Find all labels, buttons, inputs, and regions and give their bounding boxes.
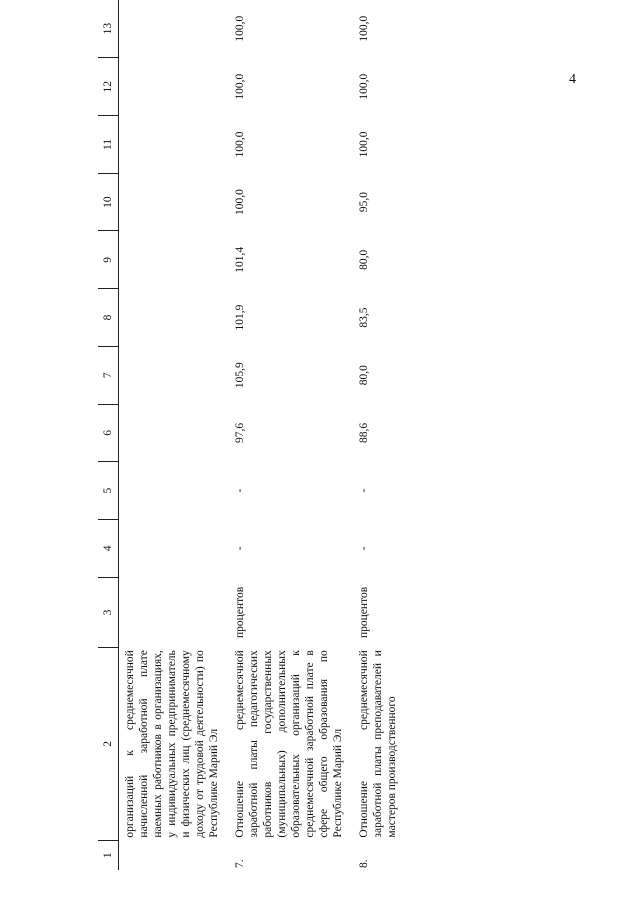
column-header: 2 [98,648,119,840]
row-number [119,840,224,870]
value-cell [119,173,224,231]
value-cell: 80,0 [358,249,371,270]
value-cell [119,0,224,58]
value-cell [119,116,224,174]
table-row [355,0,401,870]
column-header: 1 [98,840,119,870]
value-cell [119,289,224,347]
unit: процентов [234,586,247,638]
table-row [231,0,347,870]
header-row [98,0,119,870]
value-cell: - [358,546,371,551]
value-cell [119,58,224,116]
value-cell: 100,0 [234,15,247,42]
indicators-table [98,0,401,870]
value-cell: 100,0 [234,131,247,158]
value-cell: 97,6 [234,422,247,443]
value-cell: 80,0 [358,365,371,386]
value-cell: - [234,546,247,551]
column-header: 10 [98,173,119,231]
value-cell: 105,9 [234,362,247,389]
value-cell [119,462,224,520]
value-cell [119,346,224,404]
value-cell [119,231,224,289]
value-cell: - [234,488,247,493]
column-header: 7 [98,346,119,404]
indicator-name: Отношение среднемесячной заработной платы педагогических работников государственных (муниципальных) дополнительных образовательных организаций к среднемесячной заработной плате в сфере общего образования по Республике Марий Эл [234,650,345,838]
page-number: 4 [569,72,576,87]
column-header: 3 [98,577,119,648]
indicator-name: Отношение среднемесячной заработной платы преподавателей и мастеров производственного [358,650,399,838]
unit: процентов [358,586,371,638]
column-header: 5 [98,462,119,520]
value-cell: 100,0 [358,131,371,158]
indicator-name: организаций к среднемесячной начисленной заработной плате наемных работников в организациях, у индивидуальных предприниматель и физических лиц (среднемесячному доходу от трудовой деятельности) по Республике Марий Эл [124,650,221,838]
value-cell: - [358,488,371,493]
table-row [119,0,224,870]
value-cell: 88,6 [358,422,371,443]
column-header: 12 [98,58,119,116]
column-header: 11 [98,116,119,174]
rotated-table-wrapper [98,0,618,870]
value-cell [119,404,224,462]
value-cell: 100,0 [234,189,247,216]
value-cell: 100,0 [358,15,371,42]
column-header: 8 [98,289,119,347]
column-header: 9 [98,231,119,289]
column-header: 6 [98,404,119,462]
value-cell: 83,5 [358,307,371,328]
row-number: 7. [234,859,247,868]
value-cell: 101,4 [234,246,247,273]
column-header: 4 [98,519,119,577]
row-number: 8. [358,859,371,868]
unit [119,577,224,648]
column-header: 13 [98,0,119,58]
value-cell: 95,0 [358,192,371,213]
value-cell: 100,0 [234,73,247,100]
value-cell: 101,9 [234,304,247,331]
value-cell [119,519,224,577]
value-cell: 100,0 [358,73,371,100]
